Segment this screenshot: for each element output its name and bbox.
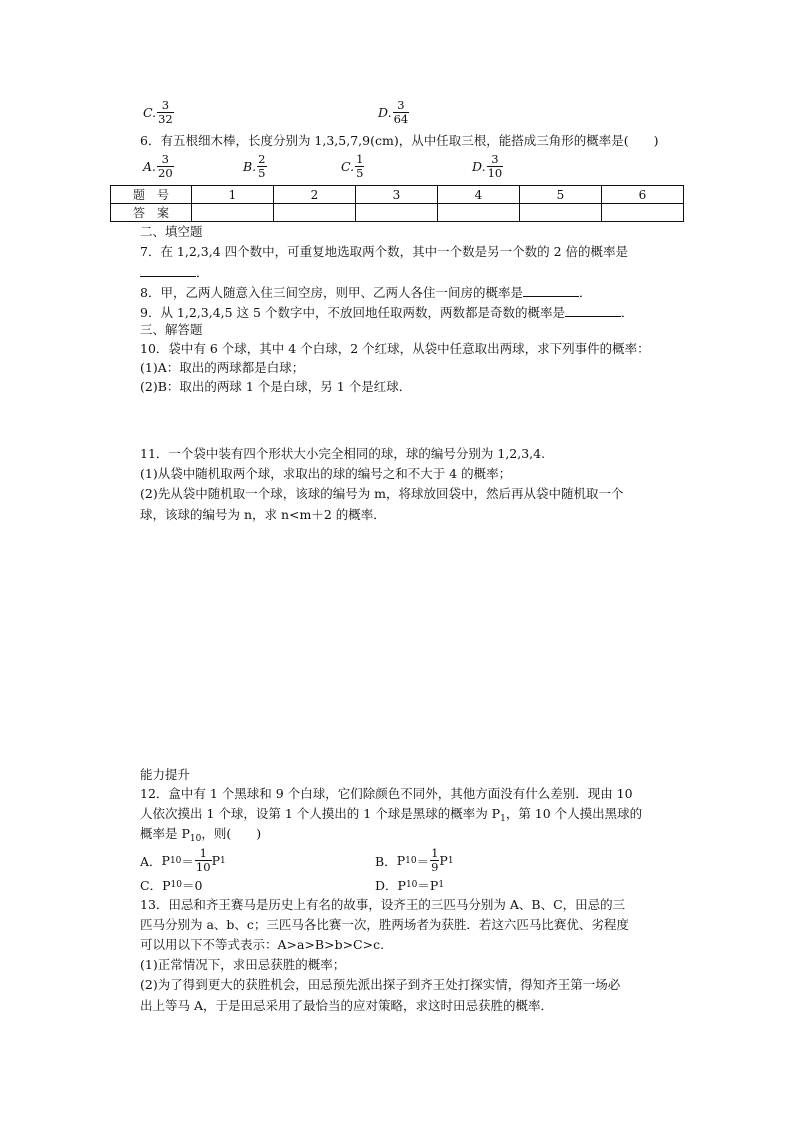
- row-header-answer: 答 案: [111, 204, 192, 222]
- q12-text: ，第 10 个人摸出黑球的: [505, 806, 643, 821]
- q13-line-3: 可以用以下不等式表示：A>a>B>b>C>c.: [140, 937, 385, 952]
- q11-part-2-line-2: 球，该球的编号为 n，求 n<m＋2 的概率．: [140, 507, 386, 522]
- option-label: D.: [472, 159, 486, 174]
- equals: ＝: [181, 853, 194, 869]
- option-label: A．: [140, 853, 162, 869]
- denominator: 10: [195, 860, 211, 874]
- option-label: B.: [243, 159, 257, 174]
- fraction: [195, 847, 212, 874]
- denominator: 9: [431, 860, 439, 874]
- fraction: [355, 153, 364, 180]
- numerator: 3: [397, 98, 405, 112]
- q8-text: 8．甲，乙两人随意入住三间空房，则甲、乙两人各住一间房的概率是: [140, 285, 523, 300]
- denominator: 64: [393, 112, 409, 126]
- numerator: 2: [258, 152, 266, 166]
- p-symbol: P: [162, 877, 171, 893]
- q12-text: 概率是 P: [140, 826, 190, 841]
- option-label: C．: [140, 878, 163, 893]
- q12-option-c: [140, 876, 202, 894]
- q5-option-c: [143, 99, 174, 126]
- option-label: B．: [375, 853, 397, 869]
- subscript: 10: [405, 855, 417, 866]
- numerator: 1: [431, 846, 439, 860]
- q7-line-2: [140, 264, 209, 281]
- answer-cell[interactable]: [520, 204, 602, 222]
- fraction: [157, 153, 174, 180]
- answer-blank[interactable]: [565, 304, 621, 317]
- q10-part-2: (2)B：取出的两球 1 个是白球，另 1 个是红球．: [140, 379, 412, 394]
- q6-option-d: [472, 153, 503, 180]
- answer-cell[interactable]: [274, 204, 356, 222]
- option-label: A.: [143, 159, 157, 174]
- q11-part-1: (1)从袋中随机取两个球，求取出的球的编号之和不大于 4 的概率；: [140, 466, 512, 481]
- q9-line: [140, 304, 633, 321]
- answer-blank[interactable]: [140, 264, 196, 277]
- fraction: [430, 847, 439, 874]
- option-label: D.: [378, 105, 392, 120]
- subscript: 1: [500, 814, 506, 824]
- q11-stem: 11．一个袋中装有四个形状大小完全相同的球，球的编号分别为 1,2,3,4.: [140, 446, 546, 461]
- column-header: 1: [192, 186, 274, 204]
- q12-text: 人依次摸出 1 个球，设第 1 个人摸出的 1 个球是黑球的概率为 P: [140, 806, 501, 821]
- option-value: 0: [194, 877, 203, 893]
- column-header: 3: [356, 186, 438, 204]
- subscript: 10: [189, 834, 202, 844]
- q12-option-b: [375, 847, 454, 874]
- q12-option-a: [140, 847, 226, 874]
- section-2-title: 二、填空题: [140, 224, 203, 239]
- section-3-title: 三、解答题: [140, 322, 203, 337]
- q6-option-b: [243, 153, 267, 180]
- answer-blank[interactable]: [523, 284, 579, 297]
- q9-text: 9．从 1,2,3,4,5 这 5 个数字中，不放回地任取两数，两数都是奇数的概率是: [140, 305, 565, 320]
- option-label: C.: [341, 159, 355, 174]
- column-header: 5: [520, 186, 602, 204]
- denominator: 32: [158, 112, 173, 126]
- section-4-title: 能力提升: [140, 767, 191, 782]
- option-label: D．: [375, 878, 398, 893]
- p-symbol: P: [439, 853, 448, 868]
- subscript: 10: [169, 855, 182, 866]
- fraction: [487, 153, 504, 180]
- subscript: 10: [170, 880, 182, 890]
- q7-period: ．: [196, 265, 209, 280]
- q8-line: [140, 284, 591, 301]
- numerator: 3: [491, 152, 499, 166]
- table-row: [111, 186, 684, 204]
- numerator: 3: [161, 152, 169, 166]
- p-symbol: P: [429, 877, 439, 893]
- fraction: [393, 99, 410, 126]
- fraction: [257, 153, 266, 180]
- q12-option-d: [375, 876, 444, 894]
- q13-part-2-line-1: (2)为了得到更大的获胜机会，田忌预先派出探子到齐王处打探实情，得知齐王第一场必: [140, 977, 621, 992]
- q11-part-2-line-1: (2)先从袋中随机取一个球，该球的编号为 m，将球放回袋中，然后再从袋中随机取一个: [140, 486, 624, 501]
- q13-line-1: 13．田忌和齐王赛马是历史上有名的故事，设齐王的三匹马分别为 A、B、C，田忌的三: [140, 897, 626, 912]
- fraction: [157, 99, 174, 126]
- denominator: 5: [356, 166, 364, 180]
- q7-line-1: 7．在 1,2,3,4 四个数中，可重复地选取两个数，其中一个数是另一个数的 2 倍的概率是: [140, 244, 629, 259]
- q13-part-1: (1)正常情况下，求田忌获胜的概率；: [140, 957, 346, 972]
- table-row: [111, 204, 684, 222]
- subscript: 1: [438, 880, 445, 890]
- q6-option-c: [341, 153, 364, 180]
- denominator: 20: [158, 166, 173, 180]
- equals: ＝: [416, 853, 430, 869]
- equals: ＝: [181, 878, 195, 893]
- p-symbol: P: [397, 877, 406, 893]
- q6-option-a: [143, 153, 174, 180]
- answer-cell[interactable]: [356, 204, 438, 222]
- answer-table: [110, 185, 684, 222]
- denominator: 5: [258, 166, 266, 180]
- q12-line-2: [140, 806, 642, 827]
- column-header: 2: [274, 186, 356, 204]
- subscript: 10: [405, 880, 418, 890]
- q10-part-1: (1)A：取出的两球都是白球；: [140, 360, 305, 375]
- equals: ＝: [417, 878, 430, 893]
- q5-option-d: [378, 99, 409, 126]
- answer-cell[interactable]: [438, 204, 520, 222]
- p-symbol: P: [396, 853, 406, 868]
- p-symbol: P: [161, 853, 170, 868]
- numerator: 1: [199, 846, 207, 860]
- p-symbol: P: [211, 853, 220, 868]
- answer-cell[interactable]: [602, 204, 684, 222]
- q8-period: ．: [578, 285, 592, 300]
- q12-line-3: [140, 826, 261, 847]
- option-label: C.: [143, 105, 157, 120]
- row-header-question: 题 号: [111, 186, 192, 204]
- answer-cell[interactable]: [192, 204, 274, 222]
- subscript: 1: [219, 855, 226, 866]
- q13-part-2-line-2: 出上等马 A，于是田忌采用了最恰当的应对策略，求这时田忌获胜的概率．: [140, 998, 554, 1013]
- q9-period: ．: [620, 305, 634, 320]
- column-header: 6: [602, 186, 684, 204]
- q12-line-1: 12．盒中有 1 个黑球和 9 个白球，它们除颜色不同外，其他方面没有什么差别．现由 10: [140, 786, 633, 801]
- q13-line-2: 匹马分别为 a、b、c；三匹马各比赛一次，胜两场者为获胜．若这六匹马比赛优、劣程度: [140, 917, 629, 932]
- q6-stem: 6．有五根细木棒，长度分别为 1,3,5,7,9(cm)，从中任取三根，能搭成三角形的概率是( ): [140, 133, 659, 148]
- q10-stem: 10．袋中有 6 个球，其中 4 个白球，2 个红球，从袋中任意取出两球，求下列事件的概率：: [140, 341, 650, 356]
- subscript: 1: [447, 855, 454, 866]
- numerator: 1: [356, 152, 364, 166]
- column-header: 4: [438, 186, 520, 204]
- denominator: 10: [487, 166, 503, 180]
- q12-text: ，则( ): [201, 826, 262, 841]
- numerator: 3: [161, 98, 170, 112]
